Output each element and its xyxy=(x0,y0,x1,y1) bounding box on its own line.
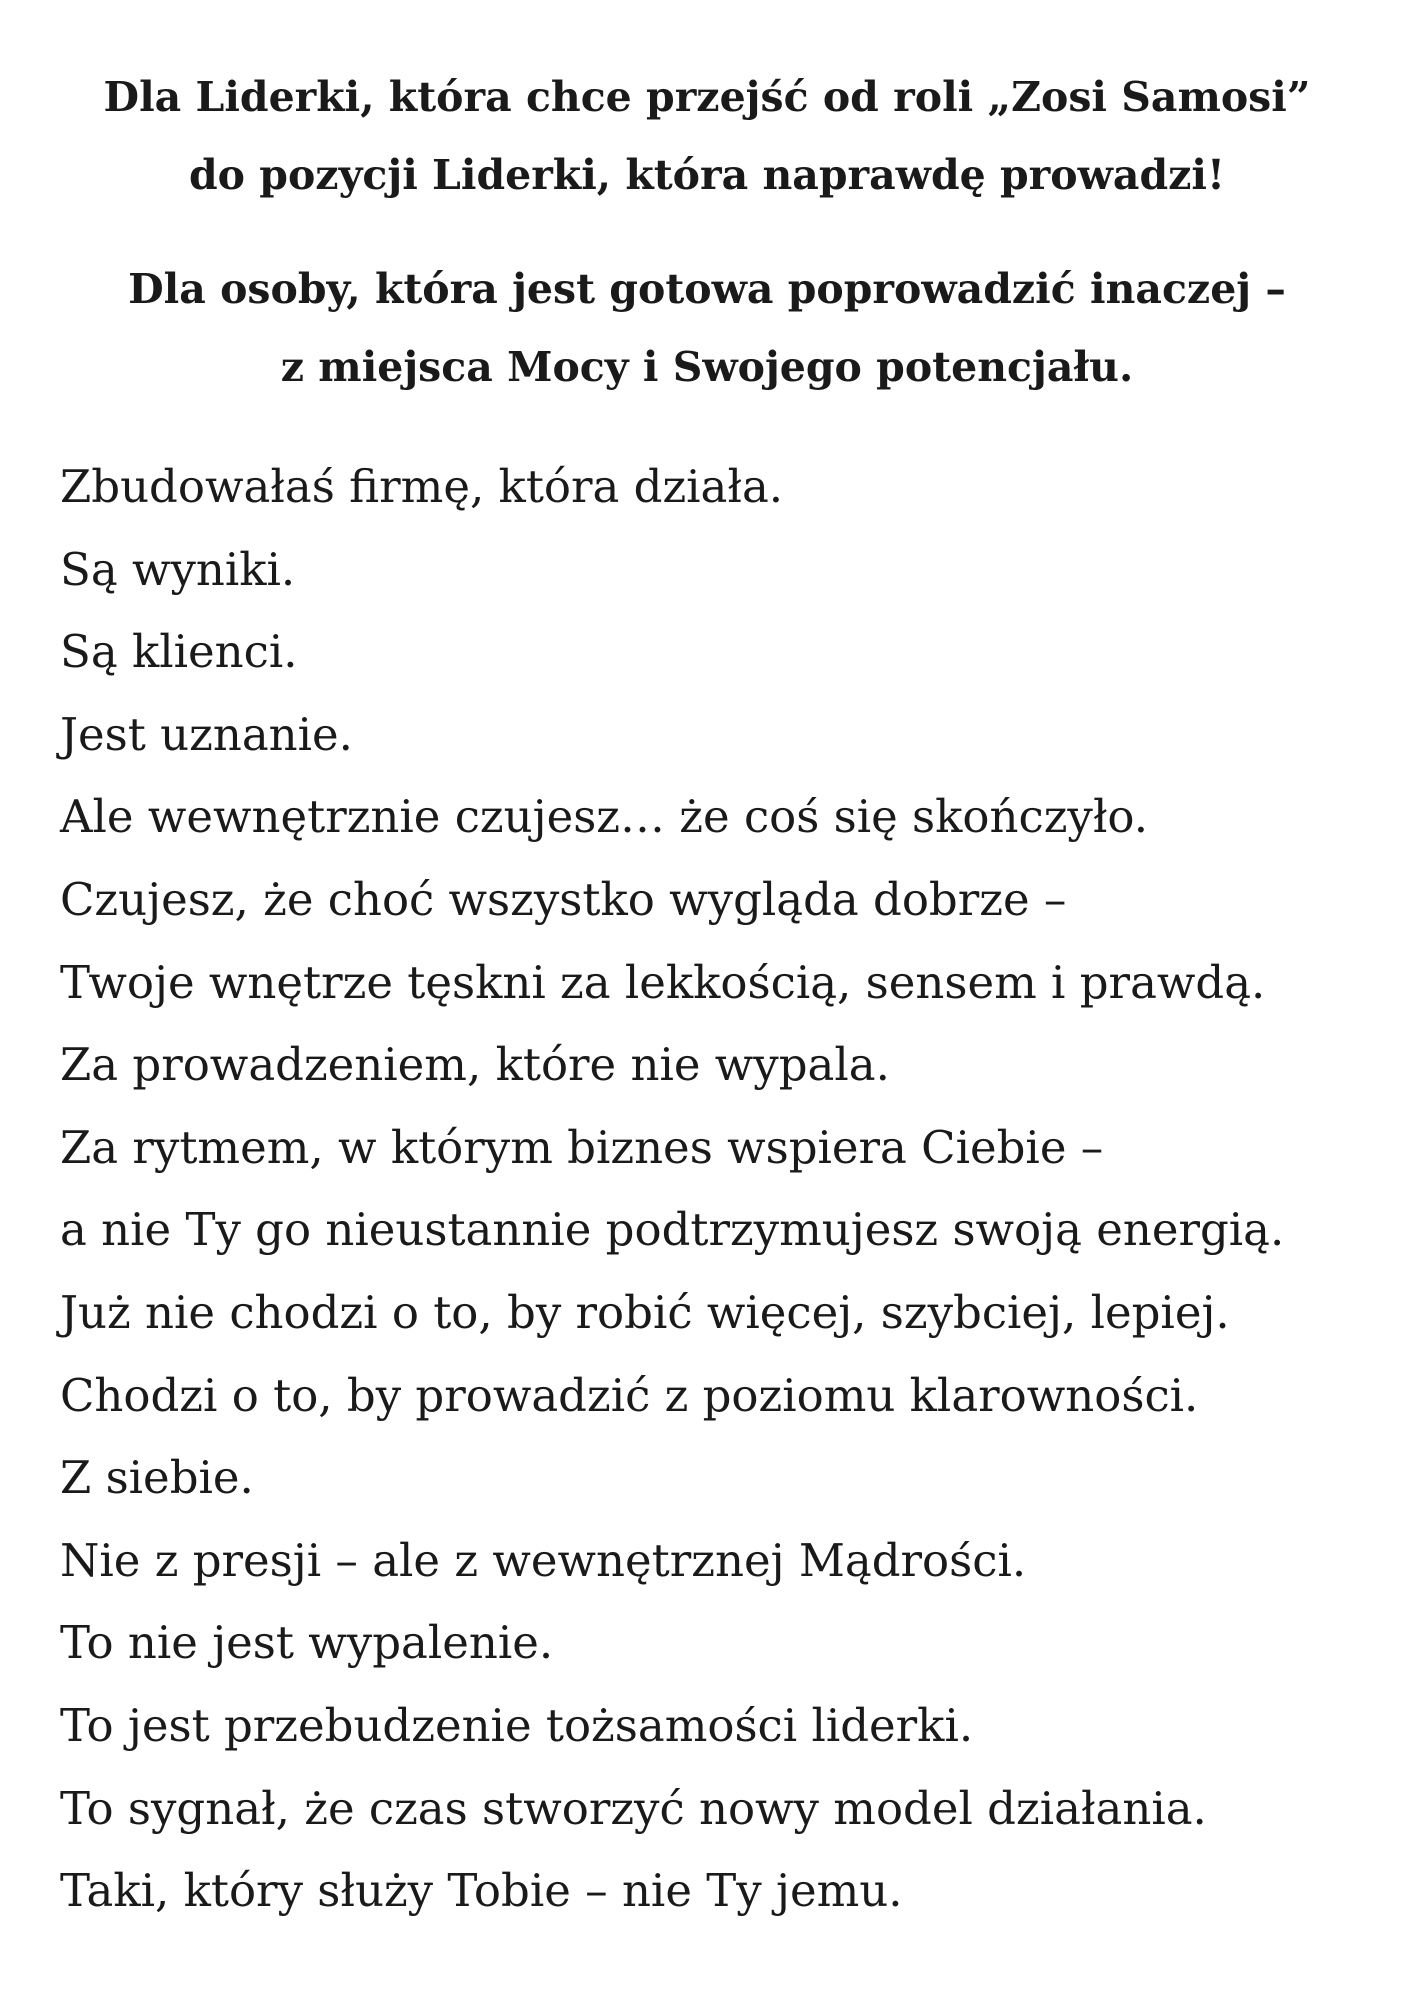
body-line: Są wyniki. xyxy=(60,542,296,596)
heading-leader-transition xyxy=(60,58,1354,214)
body-text xyxy=(60,446,1360,1933)
body-line: Chodzi o to, by prowadzić z poziomu klarowności. xyxy=(60,1368,1199,1422)
body-line: Jest uznanie. xyxy=(60,707,353,761)
heading-ready-to-lead xyxy=(60,250,1354,406)
body-line: To sygnał, że czas stworzyć nowy model działania. xyxy=(60,1781,1207,1835)
heading-line: do pozycji Liderki, która naprawdę prowadzi! xyxy=(188,151,1225,199)
body-line: Za prowadzeniem, które nie wypala. xyxy=(60,1038,890,1092)
body-line: Już nie chodzi o to, by robić więcej, szybciej, lepiej. xyxy=(60,1285,1230,1339)
heading-line: Dla osoby, która jest gotowa poprowadzić inaczej – xyxy=(128,265,1286,313)
body-line: Za rytmem, w którym biznes wspiera Ciebie – xyxy=(60,1120,1104,1174)
body-line: Z siebie. xyxy=(60,1451,254,1505)
body-line: a nie Ty go nieustannie podtrzymujesz swoją energią. xyxy=(60,1203,1285,1257)
body-line: Są klienci. xyxy=(60,625,298,679)
body-line: Twoje wnętrze tęskni za lekkością, sensem i prawdą. xyxy=(60,955,1266,1009)
body-line: To jest przebudzenie tożsamości liderki. xyxy=(60,1698,974,1752)
heading-line: Dla Liderki, która chce przejść od roli „Zosi Samosi” xyxy=(103,73,1311,121)
body-line: Taki, który służy Tobie – nie Ty jemu. xyxy=(60,1864,903,1918)
body-line: To nie jest wypalenie. xyxy=(60,1616,554,1670)
body-line: Zbudowałaś firmę, która działa. xyxy=(60,460,784,513)
body-line: Czujesz, że choć wszystko wygląda dobrze – xyxy=(60,872,1067,926)
body-line: Nie z presji – ale z wewnętrznej Mądrości. xyxy=(60,1533,1027,1587)
body-line: Ale wewnętrznie czujesz… że coś się skończyło. xyxy=(60,790,1149,844)
heading-line: z miejsca Mocy i Swojego potencjału. xyxy=(280,343,1134,391)
